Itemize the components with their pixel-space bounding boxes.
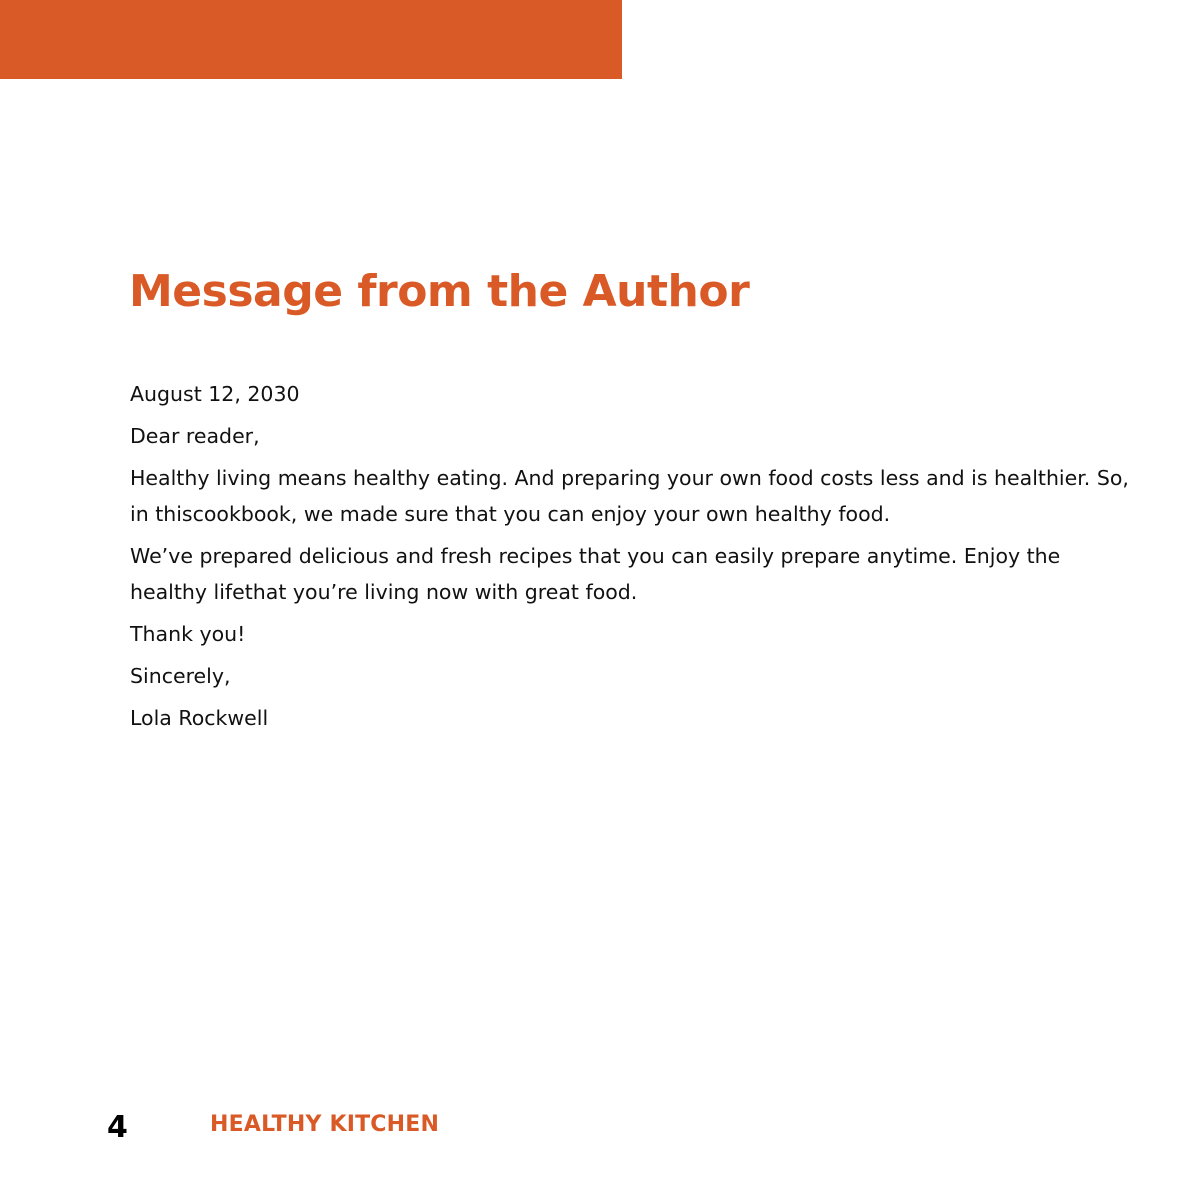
footer-book-title: HEALTHY KITCHEN — [210, 1112, 440, 1137]
letter-paragraph: Healthy living means healthy eating. And preparing your own food costs less and is healthier. So, in thiscookbook, we made sure that you can enjoy your own healthy food. — [130, 466, 1129, 526]
page-title: Message from the Author — [129, 266, 750, 317]
letter-paragraph: We’ve prepared delicious and fresh recipes that you can easily prepare anytime. Enjoy the healthy lifethat you’re living now with great food. — [130, 544, 1061, 604]
letter-greeting: Dear reader, — [130, 424, 260, 448]
letter-thanks: Thank you! — [130, 622, 246, 646]
letter-closing: Sincerely, — [130, 664, 231, 688]
page-number: 4 — [107, 1110, 128, 1145]
letter-signature: Lola Rockwell — [130, 706, 269, 730]
author-letter — [130, 376, 1140, 742]
header-accent-bar — [0, 0, 622, 79]
letter-date: August 12, 2030 — [130, 382, 300, 406]
